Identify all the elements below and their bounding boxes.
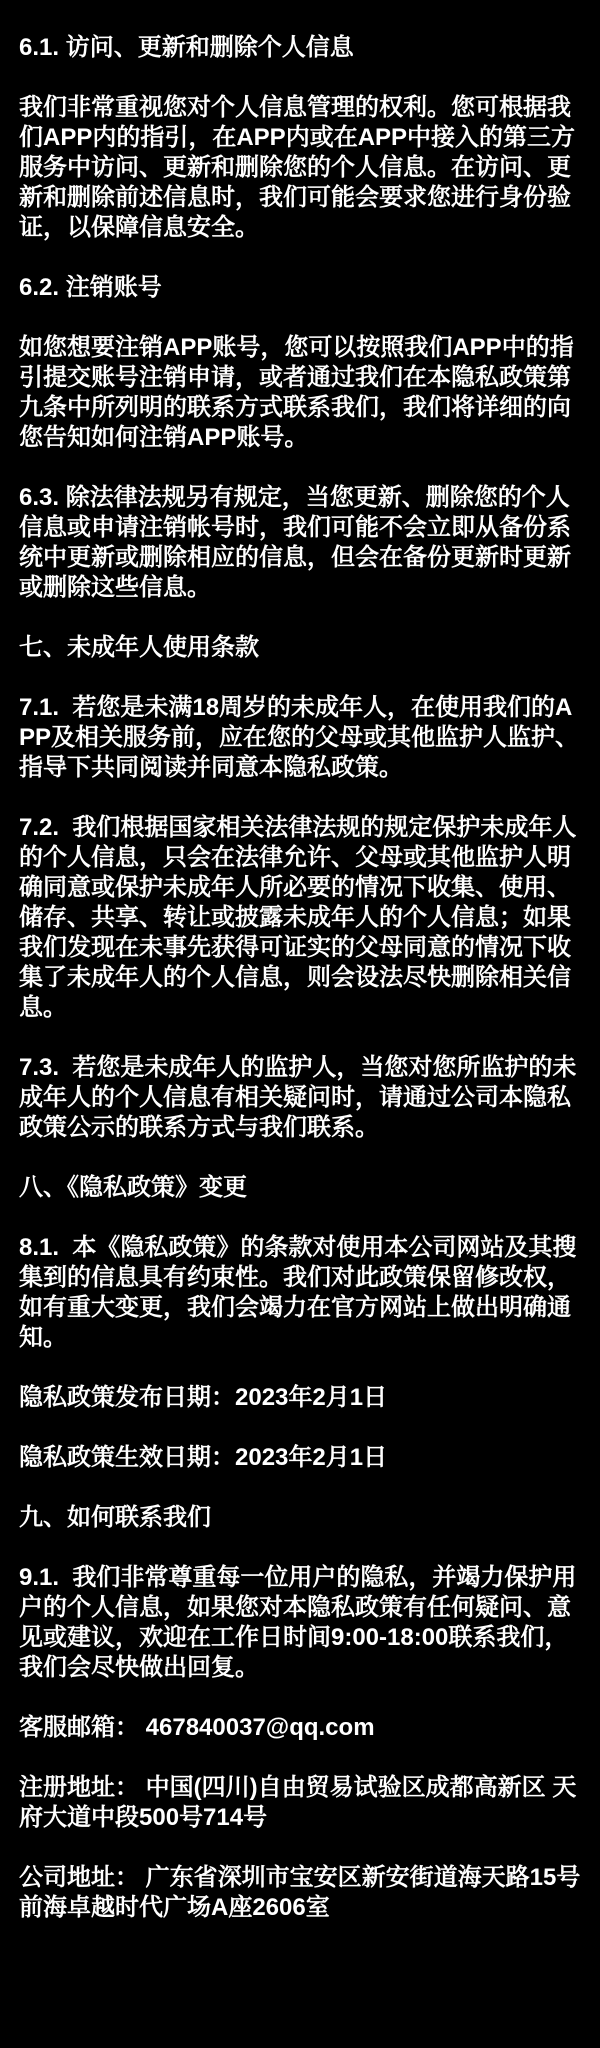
paragraph-7-1: 7.1. 若您是未满18周岁的未成年人，在使用我们的APP及相关服务前，应在您的父母或其他监护人监护、指导下共同阅读并同意本隐私政策。: [19, 694, 580, 781]
paragraph-9-1: 9.1. 我们非常尊重每一位用户的隐私，并竭力保护用户的个人信息，如果您对本隐私政策有任何疑问、意见或建议，欢迎在工作日时间9:00-18:00联系我们，我们会尽快做出回复。: [19, 1564, 577, 1681]
company-address-line: 公司地址： 广东省深圳市宝安区新安街道海天路15号前海卓越时代广场A座2606室: [19, 1864, 581, 1921]
section-heading-9: 九、如何联系我们: [19, 1504, 211, 1531]
section-heading-6-2: 6.2. 注销账号: [19, 274, 162, 301]
paragraph-6-1: 我们非常重视您对个人信息管理的权利。您可根据我们APP内的指引，在APP内或在APP中接入的第三方服务中访问、更新和删除您的个人信息。在访问、更新和删除前述信息时，我们可能会要求您进行身份验证，以保障信息安全。: [19, 94, 576, 241]
paragraph-7-2: 7.2. 我们根据国家相关法律法规的规定保护未成年人的个人信息，只会在法律允许、父母或其他监护人明确同意或保护未成年人所必要的情况下收集、使用、储存、共享、转让或披露未成年人的个人信息；如果我们发现在未事先获得可证实的父母同意的情况下收集了未成年人的个人信息，则会设法尽快删除相关信息。: [19, 814, 577, 1021]
policy-release-date: 隐私政策发布日期：2023年2月1日: [19, 1384, 388, 1411]
section-heading-7: 七、未成年人使用条款: [19, 634, 259, 661]
policy-effective-date: 隐私政策生效日期：2023年2月1日: [19, 1444, 388, 1471]
section-heading-6-1: 6.1. 访问、更新和删除个人信息: [19, 34, 354, 61]
paragraph-6-3: 6.3. 除法律法规另有规定，当您更新、删除您的个人信息或申请注销帐号时，我们可能不会立即从备份系统中更新或删除相应的信息，但会在备份更新时更新或删除这些信息。: [19, 484, 571, 601]
paragraph-7-3: 7.3. 若您是未成年人的监护人，当您对您所监护的未成年人的个人信息有相关疑问时，请通过公司本隐私政策公示的联系方式与我们联系。: [19, 1054, 577, 1141]
paragraph-8-1: 8.1. 本《隐私政策》的条款对使用本公司网站及其搜集到的信息具有约束性。我们对此政策保留修改权，如有重大变更，我们会竭力在官方网站上做出明确通知。: [19, 1234, 577, 1351]
support-email-line: 客服邮箱： 467840037@qq.com: [19, 1714, 375, 1741]
paragraph-6-2: 如您想要注销APP账号，您可以按照我们APP中的指引提交账号注销申请，或者通过我们在本隐私政策第九条中所列明的联系方式联系我们，我们将详细的向您告知如何注销APP账号。: [19, 334, 574, 451]
registered-address-line: 注册地址： 中国(四川)自由贸易试验区成都高新区 天府大道中段500号714号: [19, 1774, 577, 1831]
section-heading-8: 八、《隐私政策》变更: [19, 1174, 247, 1201]
